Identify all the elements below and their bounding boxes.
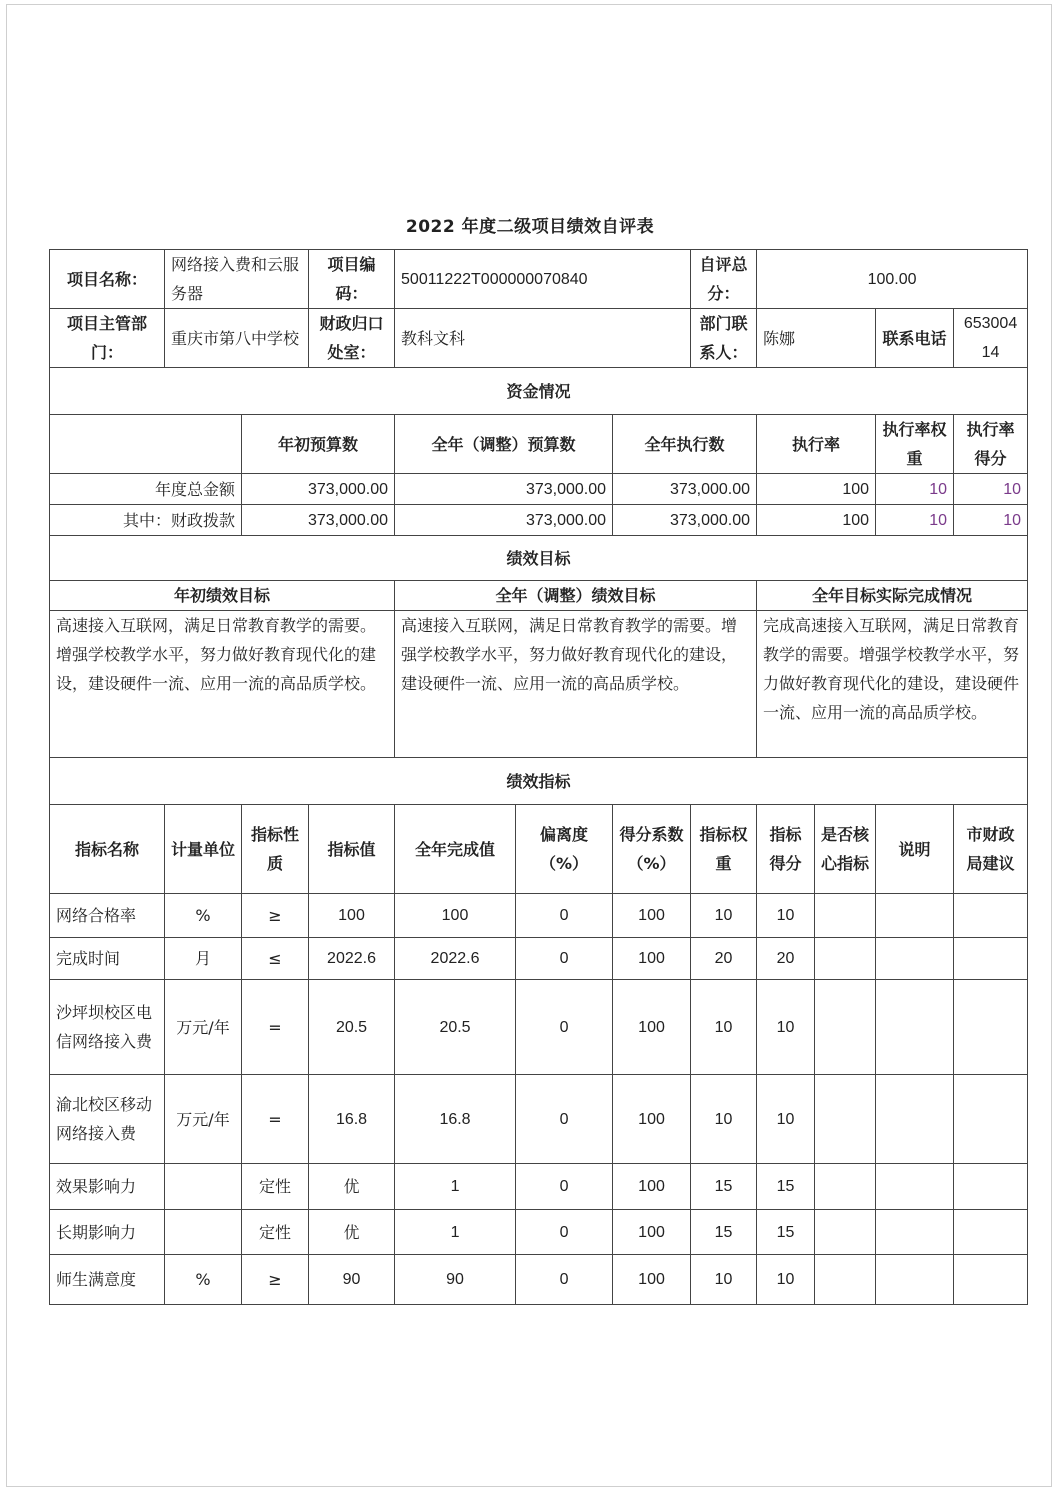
indicator-cell xyxy=(876,1255,954,1305)
indicator-cell: 1 xyxy=(395,1164,516,1210)
funds-cell: 10 xyxy=(954,505,1028,536)
indicator-cell: 16.8 xyxy=(395,1075,516,1164)
funds-header-rate-weight: 执行率权重 xyxy=(876,415,954,474)
indicator-cell: 10 xyxy=(691,1075,757,1164)
goals-text-row xyxy=(50,611,1028,758)
indicator-cell: 0 xyxy=(516,938,613,980)
ind-header-completed: 全年完成值 xyxy=(395,805,516,894)
ind-header-deviation: 偏离度（%） xyxy=(516,805,613,894)
indicator-cell xyxy=(954,894,1028,938)
indicator-cell xyxy=(815,894,876,938)
ind-header-coefficient: 得分系数（%） xyxy=(613,805,691,894)
phone-value: 65300414 xyxy=(954,309,1028,368)
indicators-header-row xyxy=(50,805,1028,894)
indicator-cell: 10 xyxy=(757,894,815,938)
dept-value: 重庆市第八中学校 xyxy=(165,309,309,368)
indicators-body xyxy=(50,894,1028,1305)
indicator-name-cell: 网络合格率 xyxy=(50,894,165,938)
indicator-cell xyxy=(954,1255,1028,1305)
evaluation-form xyxy=(49,249,1028,1305)
goals-header-actual: 全年目标实际完成情况 xyxy=(757,581,1028,611)
funds-section-row xyxy=(50,368,1028,415)
indicator-cell xyxy=(165,1210,242,1255)
indicator-cell: 100 xyxy=(613,1255,691,1305)
indicator-cell: 15 xyxy=(691,1210,757,1255)
funds-row-fiscal xyxy=(50,505,1028,536)
indicator-cell: 优 xyxy=(309,1210,395,1255)
funds-cell: 10 xyxy=(876,474,954,505)
indicator-cell: 万元/年 xyxy=(165,1075,242,1164)
ind-header-weight: 指标权重 xyxy=(691,805,757,894)
info-row-2 xyxy=(50,309,1028,368)
indicator-cell xyxy=(954,980,1028,1075)
indicator-cell: 0 xyxy=(516,1164,613,1210)
indicator-cell: = xyxy=(242,980,309,1075)
indicator-row xyxy=(50,980,1028,1075)
ind-header-core: 是否核心指标 xyxy=(815,805,876,894)
goals-section-title: 绩效目标 xyxy=(50,536,1028,581)
goal-text-actual: 完成高速接入互联网，满足日常教育教学的需要。增强学校教学水平，努力做好教育现代化的建设，建设硬件一流、应用一流的高品质学校。 xyxy=(757,611,1028,758)
indicator-cell: 2022.6 xyxy=(395,938,516,980)
indicator-cell: 10 xyxy=(757,1075,815,1164)
indicator-cell: ≥ xyxy=(242,1255,309,1305)
funds-section-title: 资金情况 xyxy=(50,368,1028,415)
indicator-cell: = xyxy=(242,1075,309,1164)
indicator-cell: 16.8 xyxy=(309,1075,395,1164)
indicator-cell xyxy=(876,1164,954,1210)
indicator-cell: 100 xyxy=(309,894,395,938)
self-score-value: 100.00 xyxy=(757,250,1028,309)
funds-cell: 100 xyxy=(757,505,876,536)
indicator-cell: 10 xyxy=(691,894,757,938)
indicator-row xyxy=(50,938,1028,980)
funds-header-blank xyxy=(50,415,242,474)
indicator-cell: 90 xyxy=(309,1255,395,1305)
funds-header-rate: 执行率 xyxy=(757,415,876,474)
ind-header-suggestion: 市财政局建议 xyxy=(954,805,1028,894)
indicators-section-title: 绩效指标 xyxy=(50,758,1028,805)
indicator-row xyxy=(50,894,1028,938)
project-code-label: 项目编码： xyxy=(309,250,395,309)
indicator-row xyxy=(50,1075,1028,1164)
goal-text-adjusted: 高速接入互联网，满足日常教育教学的需要。增强学校教学水平，努力做好教育现代化的建设，建设硬件一流、应用一流的高品质学校。 xyxy=(395,611,757,758)
finance-label: 财政归口处室： xyxy=(309,309,395,368)
contact-value: 陈娜 xyxy=(757,309,876,368)
indicator-cell: 100 xyxy=(613,938,691,980)
finance-value: 教科文科 xyxy=(395,309,691,368)
indicator-name-cell: 完成时间 xyxy=(50,938,165,980)
indicator-cell: 20 xyxy=(757,938,815,980)
indicator-cell: % xyxy=(165,1255,242,1305)
goals-header-row xyxy=(50,581,1028,611)
indicator-name-cell: 渝北校区移动网络接入费 xyxy=(50,1075,165,1164)
indicator-cell: 10 xyxy=(757,1255,815,1305)
indicator-cell: 20.5 xyxy=(309,980,395,1075)
indicator-cell: 0 xyxy=(516,894,613,938)
funds-cell: 373,000.00 xyxy=(395,474,613,505)
indicator-cell xyxy=(954,1164,1028,1210)
project-name-value: 网络接入费和云服务器 xyxy=(165,250,309,309)
goals-header-adjusted: 全年（调整）绩效目标 xyxy=(395,581,757,611)
page-title: 2022 年度二级项目绩效自评表 xyxy=(405,217,655,237)
indicator-name-cell: 沙坪坝校区电信网络接入费 xyxy=(50,980,165,1075)
indicator-cell: 100 xyxy=(613,894,691,938)
funds-row-label: 年度总金额 xyxy=(50,474,242,505)
indicator-name-cell: 师生满意度 xyxy=(50,1255,165,1305)
indicator-cell: 1 xyxy=(395,1210,516,1255)
indicator-cell xyxy=(954,1210,1028,1255)
goal-text-initial: 高速接入互联网，满足日常教育教学的需要。增强学校教学水平，努力做好教育现代化的建设，建设硬件一流、应用一流的高品质学校。 xyxy=(50,611,395,758)
ind-header-unit: 计量单位 xyxy=(165,805,242,894)
indicator-cell xyxy=(876,938,954,980)
funds-cell: 373,000.00 xyxy=(613,505,757,536)
indicator-cell: 100 xyxy=(613,1075,691,1164)
indicator-cell: 2022.6 xyxy=(309,938,395,980)
indicator-cell: % xyxy=(165,894,242,938)
ind-header-value: 指标值 xyxy=(309,805,395,894)
indicator-cell: 15 xyxy=(757,1164,815,1210)
indicator-cell xyxy=(815,938,876,980)
funds-header-rate-score: 执行率得分 xyxy=(954,415,1028,474)
indicator-cell xyxy=(954,1075,1028,1164)
indicator-cell: 90 xyxy=(395,1255,516,1305)
ind-header-note: 说明 xyxy=(876,805,954,894)
project-name-label: 项目名称： xyxy=(50,250,165,309)
funds-header-initial-budget: 年初预算数 xyxy=(242,415,395,474)
funds-row-label: 其中：财政拨款 xyxy=(50,505,242,536)
indicator-cell: 10 xyxy=(757,980,815,1075)
ind-header-nature: 指标性质 xyxy=(242,805,309,894)
indicators-section-row xyxy=(50,758,1028,805)
info-row-1 xyxy=(50,250,1028,309)
funds-cell: 373,000.00 xyxy=(242,505,395,536)
indicator-cell xyxy=(815,1164,876,1210)
indicator-cell xyxy=(876,894,954,938)
self-score-label: 自评总分： xyxy=(691,250,757,309)
indicator-name-cell: 长期影响力 xyxy=(50,1210,165,1255)
indicator-cell: 定性 xyxy=(242,1164,309,1210)
funds-cell: 100 xyxy=(757,474,876,505)
indicator-cell xyxy=(815,980,876,1075)
indicator-cell: ≥ xyxy=(242,894,309,938)
funds-cell: 373,000.00 xyxy=(395,505,613,536)
indicator-cell: 10 xyxy=(691,980,757,1075)
indicator-cell: 0 xyxy=(516,1255,613,1305)
funds-row-total xyxy=(50,474,1028,505)
indicator-cell: 0 xyxy=(516,1210,613,1255)
goals-header-initial: 年初绩效目标 xyxy=(50,581,395,611)
indicator-cell: 15 xyxy=(691,1164,757,1210)
indicator-cell xyxy=(876,980,954,1075)
indicator-cell xyxy=(165,1164,242,1210)
ind-header-score: 指标得分 xyxy=(757,805,815,894)
indicator-cell: 月 xyxy=(165,938,242,980)
indicator-cell: 定性 xyxy=(242,1210,309,1255)
indicator-cell: ≤ xyxy=(242,938,309,980)
dept-label: 项目主管部门： xyxy=(50,309,165,368)
indicator-cell xyxy=(815,1255,876,1305)
goals-section-row xyxy=(50,536,1028,581)
indicator-row xyxy=(50,1164,1028,1210)
phone-label: 联系电话 xyxy=(876,309,954,368)
indicator-cell: 20 xyxy=(691,938,757,980)
funds-header-executed: 全年执行数 xyxy=(613,415,757,474)
ind-header-name: 指标名称 xyxy=(50,805,165,894)
indicator-row xyxy=(50,1210,1028,1255)
funds-cell: 10 xyxy=(876,505,954,536)
indicator-cell: 优 xyxy=(309,1164,395,1210)
indicator-cell: 10 xyxy=(691,1255,757,1305)
indicator-cell: 15 xyxy=(757,1210,815,1255)
indicator-cell xyxy=(815,1210,876,1255)
indicator-cell: 0 xyxy=(516,980,613,1075)
indicator-cell: 100 xyxy=(613,1164,691,1210)
indicator-cell: 100 xyxy=(395,894,516,938)
project-code-value: 50011222T000000070840 xyxy=(395,250,691,309)
funds-header-row xyxy=(50,415,1028,474)
indicator-cell: 20.5 xyxy=(395,980,516,1075)
indicator-cell: 万元/年 xyxy=(165,980,242,1075)
funds-header-adjusted-budget: 全年（调整）预算数 xyxy=(395,415,613,474)
contact-label: 部门联系人： xyxy=(691,309,757,368)
indicator-cell xyxy=(876,1210,954,1255)
indicator-cell xyxy=(876,1075,954,1164)
indicator-cell xyxy=(815,1075,876,1164)
indicator-cell: 0 xyxy=(516,1075,613,1164)
funds-cell: 373,000.00 xyxy=(613,474,757,505)
funds-cell: 373,000.00 xyxy=(242,474,395,505)
funds-cell: 10 xyxy=(954,474,1028,505)
indicator-cell xyxy=(954,938,1028,980)
indicator-name-cell: 效果影响力 xyxy=(50,1164,165,1210)
indicator-cell: 100 xyxy=(613,1210,691,1255)
indicator-cell: 100 xyxy=(613,980,691,1075)
indicator-row xyxy=(50,1255,1028,1305)
